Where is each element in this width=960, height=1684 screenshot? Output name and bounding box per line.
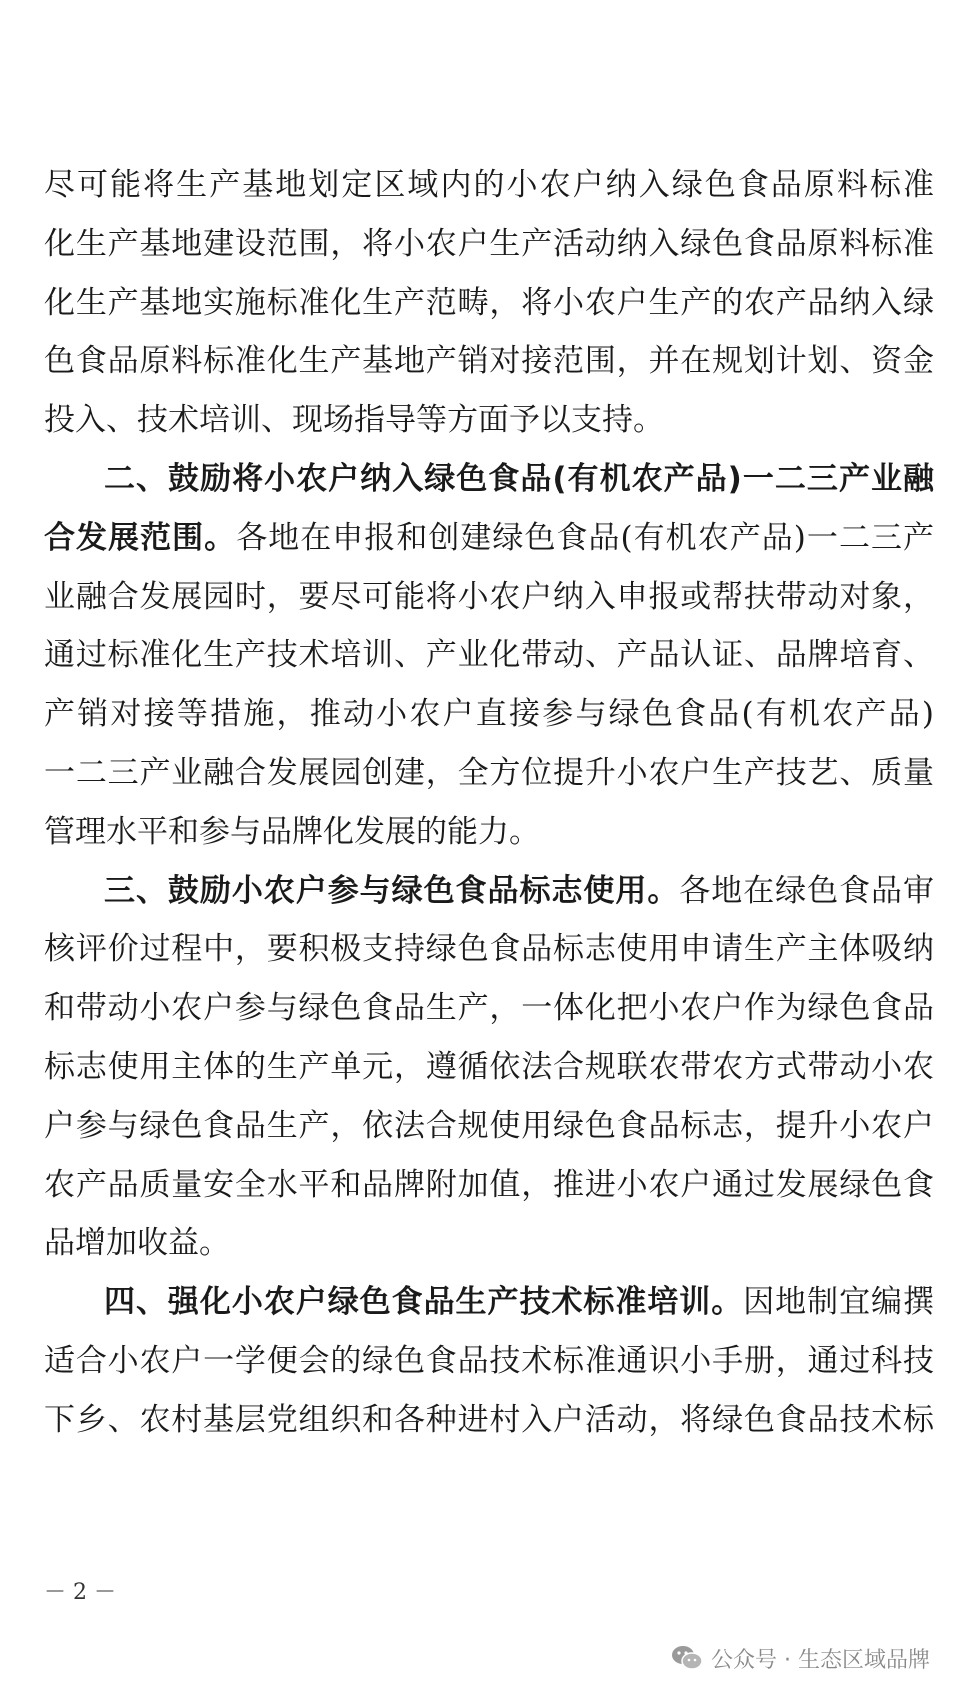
line-text: 适合小农户一学便会的绿色食品技术标准通识小手册，通过科技: [44, 1343, 934, 1379]
body-line: [104, 866, 934, 916]
body-line: [44, 924, 934, 974]
line-text: 产销对接等措施，推动小农户直接参与绿色食品(有机农产品): [44, 696, 934, 732]
wechat-watermark: [671, 1640, 930, 1676]
body-line: [44, 748, 934, 798]
body-line: [44, 278, 934, 328]
watermark-text: 公众号 · 生态区域品牌: [711, 1647, 930, 1673]
line-text: 品增加收益。: [44, 1225, 230, 1261]
section-heading: 四、强化小农户绿色食品生产技术标准培训。: [104, 1284, 744, 1320]
body-line: [44, 336, 934, 386]
body-line: [44, 513, 934, 563]
body-line: [44, 1336, 934, 1386]
line-text: 尽可能将生产基地划定区域内的小农户纳入绿色食品原料标准: [44, 167, 934, 203]
page-number: － 2 －: [44, 1580, 116, 1605]
body-line: [44, 630, 934, 680]
body-line: [44, 1101, 934, 1151]
body-line: [44, 219, 934, 269]
line-text: 因地制宜编撰: [743, 1284, 934, 1320]
line-text: 一二三产业融合发展园创建，全方位提升小农户生产技艺、质量: [44, 755, 934, 791]
line-text: 通过标准化生产技术培训、产业化带动、产品认证、品牌培育、: [44, 637, 934, 673]
line-text: 各地在申报和创建绿色食品(有机农产品)一二三产: [236, 520, 934, 556]
body-line: [44, 807, 934, 857]
section-heading: 三、鼓励小农户参与绿色食品标志使用。: [104, 873, 680, 909]
section-heading: 合发展范围。: [44, 520, 237, 556]
body-line: [44, 160, 934, 210]
line-text: 核评价过程中，要积极支持绿色食品标志使用申请生产主体吸纳: [44, 931, 934, 967]
line-text: 投入、技术培训、现场指导等方面予以支持。: [44, 402, 664, 438]
line-text: 各地在绿色食品审: [679, 873, 934, 909]
body-line: [104, 454, 934, 504]
body-line: [44, 689, 934, 739]
line-text: 农产品质量安全水平和品牌附加值，推进小农户通过发展绿色食: [44, 1167, 934, 1203]
body-line: [44, 572, 934, 622]
section-heading: 二、鼓励将小农户纳入绿色食品(有机农产品)一二三产业融: [104, 461, 934, 497]
body-line: [44, 1160, 934, 1210]
line-text: 化生产基地实施标准化生产范畴，将小农户生产的农产品纳入绿: [44, 285, 934, 321]
line-text: 下乡、农村基层党组织和各种进村入户活动，将绿色食品技术标: [44, 1402, 934, 1438]
body-line: [104, 1277, 934, 1327]
line-text: 标志使用主体的生产单元，遵循依法合规联农带农方式带动小农: [44, 1049, 934, 1085]
body-line: [44, 1218, 934, 1268]
body-line: [44, 1395, 934, 1445]
line-text: 色食品原料标准化生产基地产销对接范围，并在规划计划、资金: [44, 343, 934, 379]
line-text: 化生产基地建设范围，将小农户生产活动纳入绿色食品原料标准: [44, 226, 934, 262]
line-text: 业融合发展园时，要尽可能将小农户纳入申报或帮扶带动对象，: [44, 579, 934, 615]
body-line: [44, 395, 934, 445]
body-line: [44, 1042, 934, 1092]
body-line: [44, 983, 934, 1033]
line-text: 户参与绿色食品生产，依法合规使用绿色食品标志，提升小农户: [44, 1108, 934, 1144]
wechat-icon: [671, 1645, 703, 1671]
line-text: 和带动小农户参与绿色食品生产，一体化把小农户作为绿色食品: [44, 990, 934, 1026]
line-text: 管理水平和参与品牌化发展的能力。: [44, 814, 540, 850]
